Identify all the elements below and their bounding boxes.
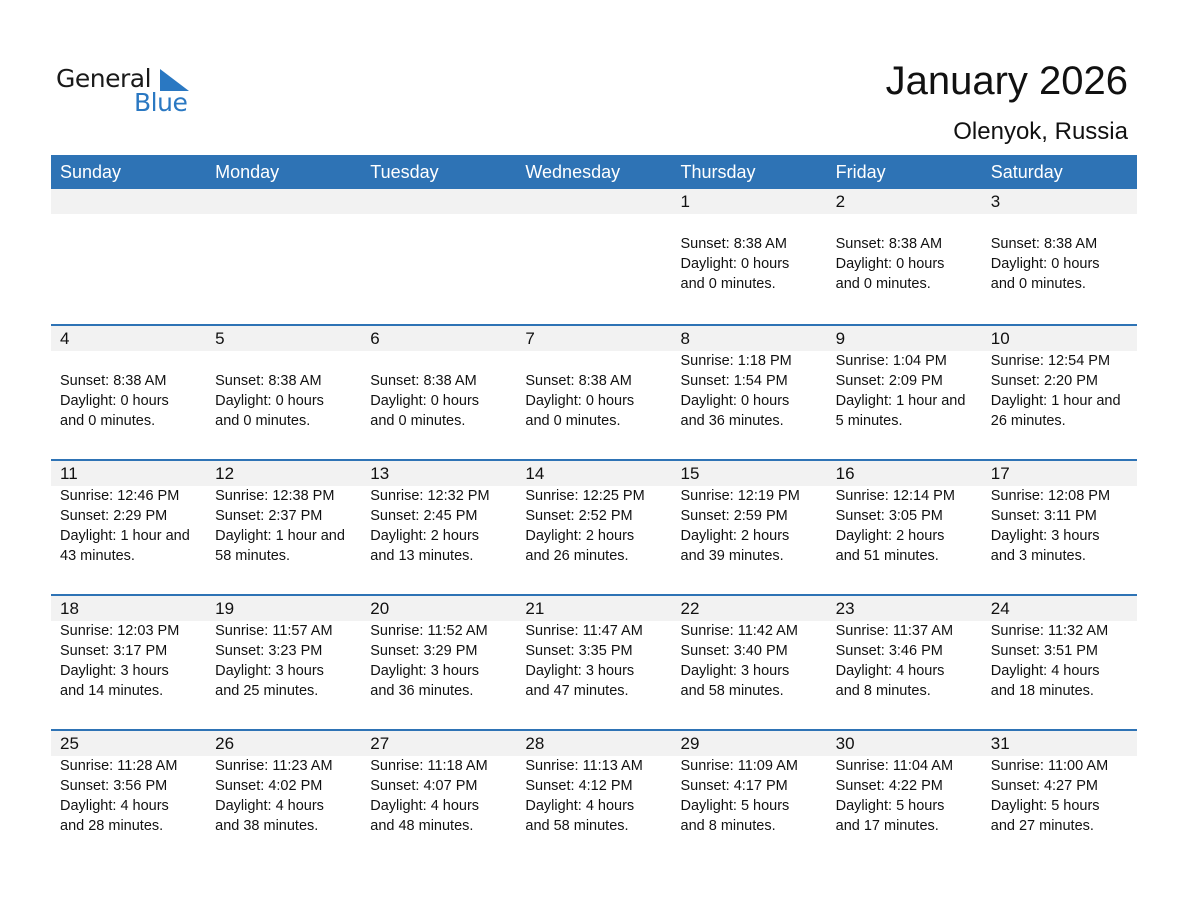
daylight-duration: Daylight: 2 hours xyxy=(835,528,945,544)
daylight-duration: and 18 minutes. xyxy=(990,683,1094,699)
daylight-duration: and 0 minutes. xyxy=(525,413,621,429)
day-cell xyxy=(827,731,982,836)
day-cell xyxy=(516,596,671,701)
day-cell xyxy=(982,326,1137,431)
weekday-monday: Monday xyxy=(215,162,280,182)
daylight-duration: and 25 minutes. xyxy=(215,683,319,699)
daylight-duration: and 0 minutes. xyxy=(990,276,1086,292)
sunset-time: Sunset: 3:11 PM xyxy=(990,508,1097,524)
day-cell xyxy=(361,326,516,431)
sunset-time: Sunset: 4:07 PM xyxy=(370,778,478,794)
sunrise-time: Sunrise: 12:46 PM xyxy=(60,488,180,504)
sunset-time: Sunset: 2:59 PM xyxy=(680,508,788,524)
sun-info xyxy=(215,486,361,566)
day-number: 19 xyxy=(215,599,235,618)
day-cell xyxy=(516,189,671,294)
sunset-time: Sunset: 8:38 AM xyxy=(680,236,787,252)
day-number xyxy=(60,189,206,214)
sunset-time: Sunset: 2:52 PM xyxy=(525,508,633,524)
daylight-duration: Daylight: 1 hour and xyxy=(990,393,1121,409)
day-number: 23 xyxy=(835,599,855,618)
daylight-duration: Daylight: 1 hour and xyxy=(835,393,966,409)
sunrise-time: Sunrise: 12:32 PM xyxy=(370,488,490,504)
day-number: 13 xyxy=(370,464,390,483)
location-subtitle: Olenyok, Russia xyxy=(953,118,1128,145)
day-number: 15 xyxy=(680,464,700,483)
day-number: 16 xyxy=(835,464,855,483)
sun-info xyxy=(681,214,827,294)
sun-info xyxy=(60,214,206,234)
sunset-time: Sunset: 3:51 PM xyxy=(990,643,1098,659)
day-number: 2 xyxy=(835,192,846,211)
day-number: 8 xyxy=(680,329,690,348)
daylight-duration: Daylight: 3 hours xyxy=(680,663,790,679)
day-cell xyxy=(361,189,516,294)
daylight-duration: and 0 minutes. xyxy=(680,276,776,292)
day-number: 27 xyxy=(370,734,390,753)
sun-info xyxy=(991,756,1137,836)
daylight-duration: Daylight: 2 hours xyxy=(680,528,790,544)
daylight-duration: 58 minutes. xyxy=(215,548,291,564)
sunset-time: Sunset: 8:38 AM xyxy=(60,373,167,389)
daylight-duration: Daylight: 3 hours xyxy=(525,663,635,679)
calendar-grid xyxy=(51,155,1137,864)
day-number: 24 xyxy=(990,599,1010,618)
daylight-duration: Daylight: 4 hours xyxy=(525,798,635,814)
day-cell xyxy=(672,731,827,836)
sunset-time: Sunset: 3:56 PM xyxy=(60,778,168,794)
sun-info xyxy=(525,486,671,566)
weekday-saturday: Saturday xyxy=(990,162,1063,182)
sunset-time: Sunset: 3:29 PM xyxy=(370,643,478,659)
sun-info xyxy=(836,214,982,294)
sunset-time: Sunset: 2:29 PM xyxy=(60,508,168,524)
daylight-duration: 26 minutes. xyxy=(990,413,1066,429)
daylight-duration: and 38 minutes. xyxy=(215,818,319,834)
day-cell xyxy=(361,731,516,836)
week-days xyxy=(51,731,1137,836)
day-cell xyxy=(672,326,827,431)
generalblue-logo xyxy=(56,64,196,120)
sunrise-time: Sunrise: 12:19 PM xyxy=(680,488,800,504)
daylight-duration: and 0 minutes. xyxy=(370,413,466,429)
day-cell xyxy=(516,461,671,566)
day-cell xyxy=(672,596,827,701)
day-number: 7 xyxy=(525,329,535,348)
daylight-duration: Daylight: 0 hours xyxy=(370,393,480,409)
sunset-time: Sunset: 3:23 PM xyxy=(215,643,323,659)
sun-info xyxy=(991,214,1137,294)
day-cell xyxy=(827,596,982,701)
day-number: 31 xyxy=(990,734,1010,753)
sunrise-time: Sunrise: 12:03 PM xyxy=(60,623,180,639)
day-number: 22 xyxy=(680,599,700,618)
daylight-duration: Daylight: 5 hours xyxy=(680,798,790,814)
day-number: 9 xyxy=(835,329,846,348)
day-number: 18 xyxy=(60,599,79,618)
daylight-duration: and 17 minutes. xyxy=(835,818,939,834)
week-row xyxy=(51,594,1137,729)
daylight-duration: Daylight: 0 hours xyxy=(990,256,1100,272)
weekday-wednesday: Wednesday xyxy=(525,162,621,182)
daylight-duration: and 27 minutes. xyxy=(990,818,1094,834)
day-cell xyxy=(51,461,206,566)
sun-info xyxy=(370,756,516,836)
week-row xyxy=(51,324,1137,459)
week-days xyxy=(51,461,1137,566)
day-cell xyxy=(51,326,206,431)
sunrise-time: Sunrise: 11:32 AM xyxy=(990,623,1109,639)
sun-info xyxy=(836,486,982,566)
sunset-time: Sunset: 2:09 PM xyxy=(835,373,943,389)
daylight-duration: and 3 minutes. xyxy=(990,548,1086,564)
sunset-time: Sunset: 8:38 AM xyxy=(215,373,322,389)
sunset-time: Sunset: 1:54 PM xyxy=(680,373,788,389)
sunset-time: Sunset: 2:37 PM xyxy=(215,508,323,524)
sunset-time: Sunset: 8:38 AM xyxy=(370,373,477,389)
weekday-friday: Friday xyxy=(835,162,886,182)
daylight-duration: and 48 minutes. xyxy=(370,818,474,834)
sunset-time: Sunset: 3:46 PM xyxy=(835,643,943,659)
day-number xyxy=(525,189,671,214)
daylight-duration: and 58 minutes. xyxy=(680,683,784,699)
daylight-duration: Daylight: 5 hours xyxy=(990,798,1100,814)
day-cell xyxy=(982,731,1137,836)
sunrise-time: Sunrise: 11:37 AM xyxy=(835,623,954,639)
sunset-time: Sunset: 4:22 PM xyxy=(835,778,943,794)
daylight-duration: Daylight: 4 hours xyxy=(835,663,945,679)
sun-info xyxy=(215,351,361,431)
daylight-duration: 5 minutes. xyxy=(835,413,903,429)
logo-text-general: General xyxy=(56,64,152,93)
daylight-duration: Daylight: 3 hours xyxy=(370,663,480,679)
day-number: 10 xyxy=(990,329,1010,348)
sunset-time: Sunset: 3:17 PM xyxy=(60,643,168,659)
sunrise-time: Sunrise: 1:04 PM xyxy=(835,353,947,369)
sunrise-time: Sunrise: 12:54 PM xyxy=(990,353,1111,369)
sunset-time: Sunset: 4:12 PM xyxy=(525,778,633,794)
day-cell xyxy=(51,731,206,836)
daylight-duration: Daylight: 0 hours xyxy=(680,393,790,409)
sunrise-time: Sunrise: 11:52 AM xyxy=(370,623,488,639)
day-number: 17 xyxy=(990,464,1010,483)
logo-text-blue: Blue xyxy=(134,88,188,117)
daylight-duration: and 36 minutes. xyxy=(370,683,474,699)
daylight-duration: 43 minutes. xyxy=(60,548,135,564)
daylight-duration: and 36 minutes. xyxy=(680,413,784,429)
daylight-duration: and 8 minutes. xyxy=(680,818,776,834)
sun-info xyxy=(681,756,827,836)
sun-info xyxy=(370,486,516,566)
daylight-duration: Daylight: 2 hours xyxy=(525,528,635,544)
sun-info xyxy=(370,351,516,431)
sun-info xyxy=(60,486,206,566)
daylight-duration: Daylight: 0 hours xyxy=(835,256,945,272)
daylight-duration: and 0 minutes. xyxy=(835,276,931,292)
sun-info xyxy=(525,214,671,234)
sunrise-time: Sunrise: 11:57 AM xyxy=(215,623,333,639)
sun-info xyxy=(991,621,1137,701)
sun-info xyxy=(60,351,206,431)
daylight-duration: Daylight: 4 hours xyxy=(370,798,480,814)
sun-info xyxy=(525,756,671,836)
day-cell xyxy=(827,189,982,294)
day-number xyxy=(215,189,361,214)
daylight-duration: and 47 minutes. xyxy=(525,683,629,699)
page-title: January 2026 xyxy=(885,59,1128,103)
sunset-time: Sunset: 3:05 PM xyxy=(835,508,943,524)
weekday-header xyxy=(51,155,1137,189)
day-number: 20 xyxy=(370,599,390,618)
week-days xyxy=(51,189,1137,294)
sun-info xyxy=(681,486,827,566)
week-days xyxy=(51,326,1137,431)
sunrise-time: Sunrise: 11:28 AM xyxy=(60,758,178,774)
day-number: 28 xyxy=(525,734,545,753)
day-number: 25 xyxy=(60,734,79,753)
sun-info xyxy=(370,214,516,234)
daylight-duration: and 39 minutes. xyxy=(680,548,784,564)
daylight-duration: Daylight: 1 hour and xyxy=(215,528,345,544)
day-number: 1 xyxy=(680,192,690,211)
daylight-duration: Daylight: 4 hours xyxy=(60,798,169,814)
daylight-duration: Daylight: 4 hours xyxy=(215,798,324,814)
sun-info xyxy=(836,621,982,701)
sunrise-time: Sunrise: 1:18 PM xyxy=(680,353,792,369)
daylight-duration: and 8 minutes. xyxy=(835,683,931,699)
weekday-thursday: Thursday xyxy=(680,162,756,182)
daylight-duration: Daylight: 3 hours xyxy=(215,663,324,679)
daylight-duration: Daylight: 4 hours xyxy=(990,663,1100,679)
day-cell xyxy=(361,596,516,701)
daylight-duration: Daylight: 0 hours xyxy=(215,393,324,409)
day-cell xyxy=(51,596,206,701)
sun-info xyxy=(836,351,982,431)
sun-info xyxy=(60,756,206,836)
weekday-tuesday: Tuesday xyxy=(370,162,439,182)
sunrise-time: Sunrise: 11:18 AM xyxy=(370,758,488,774)
daylight-duration: and 13 minutes. xyxy=(370,548,474,564)
sunrise-time: Sunrise: 11:13 AM xyxy=(525,758,643,774)
sunrise-time: Sunrise: 11:09 AM xyxy=(680,758,798,774)
daylight-duration: Daylight: 0 hours xyxy=(525,393,635,409)
week-days xyxy=(51,596,1137,701)
daylight-duration: Daylight: 3 hours xyxy=(990,528,1100,544)
week-row xyxy=(51,459,1137,594)
day-cell xyxy=(51,189,206,294)
day-number: 5 xyxy=(215,329,225,348)
daylight-duration: Daylight: 5 hours xyxy=(835,798,945,814)
day-cell xyxy=(206,731,361,836)
day-cell xyxy=(206,326,361,431)
daylight-duration: and 51 minutes. xyxy=(835,548,939,564)
week-row xyxy=(51,729,1137,864)
sunset-time: Sunset: 4:02 PM xyxy=(215,778,323,794)
week-row xyxy=(51,189,1137,324)
day-cell xyxy=(206,596,361,701)
daylight-duration: Daylight: 3 hours xyxy=(60,663,169,679)
day-number: 3 xyxy=(990,192,1001,211)
sunrise-time: Sunrise: 12:38 PM xyxy=(215,488,335,504)
sunset-time: Sunset: 8:38 AM xyxy=(835,236,943,252)
day-number: 12 xyxy=(215,464,235,483)
sunset-time: Sunset: 4:27 PM xyxy=(990,778,1098,794)
sunset-time: Sunset: 2:45 PM xyxy=(370,508,478,524)
sunset-time: Sunset: 8:38 AM xyxy=(990,236,1098,252)
day-cell xyxy=(827,326,982,431)
day-cell xyxy=(827,461,982,566)
daylight-duration: and 0 minutes. xyxy=(60,413,156,429)
sunrise-time: Sunrise: 12:08 PM xyxy=(990,488,1111,504)
day-cell xyxy=(361,461,516,566)
sun-info xyxy=(370,621,516,701)
day-number: 30 xyxy=(835,734,855,753)
sunrise-time: Sunrise: 11:47 AM xyxy=(525,623,643,639)
sunrise-time: Sunrise: 11:00 AM xyxy=(990,758,1109,774)
day-cell xyxy=(982,596,1137,701)
weekday-sunday: Sunday xyxy=(60,162,122,182)
sun-info xyxy=(836,756,982,836)
day-cell xyxy=(982,461,1137,566)
sun-info xyxy=(215,621,361,701)
sunset-time: Sunset: 3:35 PM xyxy=(525,643,633,659)
sun-info xyxy=(215,756,361,836)
day-number: 21 xyxy=(525,599,545,618)
day-number: 29 xyxy=(680,734,700,753)
sunrise-time: Sunrise: 11:42 AM xyxy=(680,623,798,639)
day-number xyxy=(370,189,516,214)
daylight-duration: Daylight: 0 hours xyxy=(680,256,790,272)
sunrise-time: Sunrise: 12:25 PM xyxy=(525,488,645,504)
day-cell xyxy=(206,461,361,566)
daylight-duration: and 14 minutes. xyxy=(60,683,164,699)
sunset-time: Sunset: 4:17 PM xyxy=(680,778,788,794)
sun-info xyxy=(215,214,361,234)
sun-info xyxy=(681,621,827,701)
sunset-time: Sunset: 8:38 AM xyxy=(525,373,632,389)
sunrise-time: Sunrise: 11:23 AM xyxy=(215,758,333,774)
sun-info xyxy=(525,621,671,701)
daylight-duration: Daylight: 0 hours xyxy=(60,393,169,409)
day-number: 14 xyxy=(525,464,545,483)
sunrise-time: Sunrise: 11:04 AM xyxy=(835,758,954,774)
sun-info xyxy=(991,486,1137,566)
day-cell xyxy=(672,461,827,566)
day-number: 6 xyxy=(370,329,380,348)
day-number: 26 xyxy=(215,734,235,753)
day-number: 4 xyxy=(60,329,70,348)
daylight-duration: and 28 minutes. xyxy=(60,818,164,834)
day-number: 11 xyxy=(60,464,78,483)
daylight-duration: Daylight: 2 hours xyxy=(370,528,480,544)
sun-info xyxy=(60,621,206,701)
day-cell xyxy=(982,189,1137,294)
day-cell xyxy=(516,326,671,431)
daylight-duration: and 26 minutes. xyxy=(525,548,629,564)
day-cell xyxy=(516,731,671,836)
sunset-time: Sunset: 3:40 PM xyxy=(680,643,788,659)
sunrise-time: Sunrise: 12:14 PM xyxy=(835,488,955,504)
day-cell xyxy=(672,189,827,294)
sun-info xyxy=(681,351,827,431)
daylight-duration: and 58 minutes. xyxy=(525,818,629,834)
day-cell xyxy=(206,189,361,294)
daylight-duration: and 0 minutes. xyxy=(215,413,311,429)
sun-info xyxy=(991,351,1137,431)
sunset-time: Sunset: 2:20 PM xyxy=(990,373,1098,389)
sun-info xyxy=(525,351,671,431)
daylight-duration: Daylight: 1 hour and xyxy=(60,528,190,544)
